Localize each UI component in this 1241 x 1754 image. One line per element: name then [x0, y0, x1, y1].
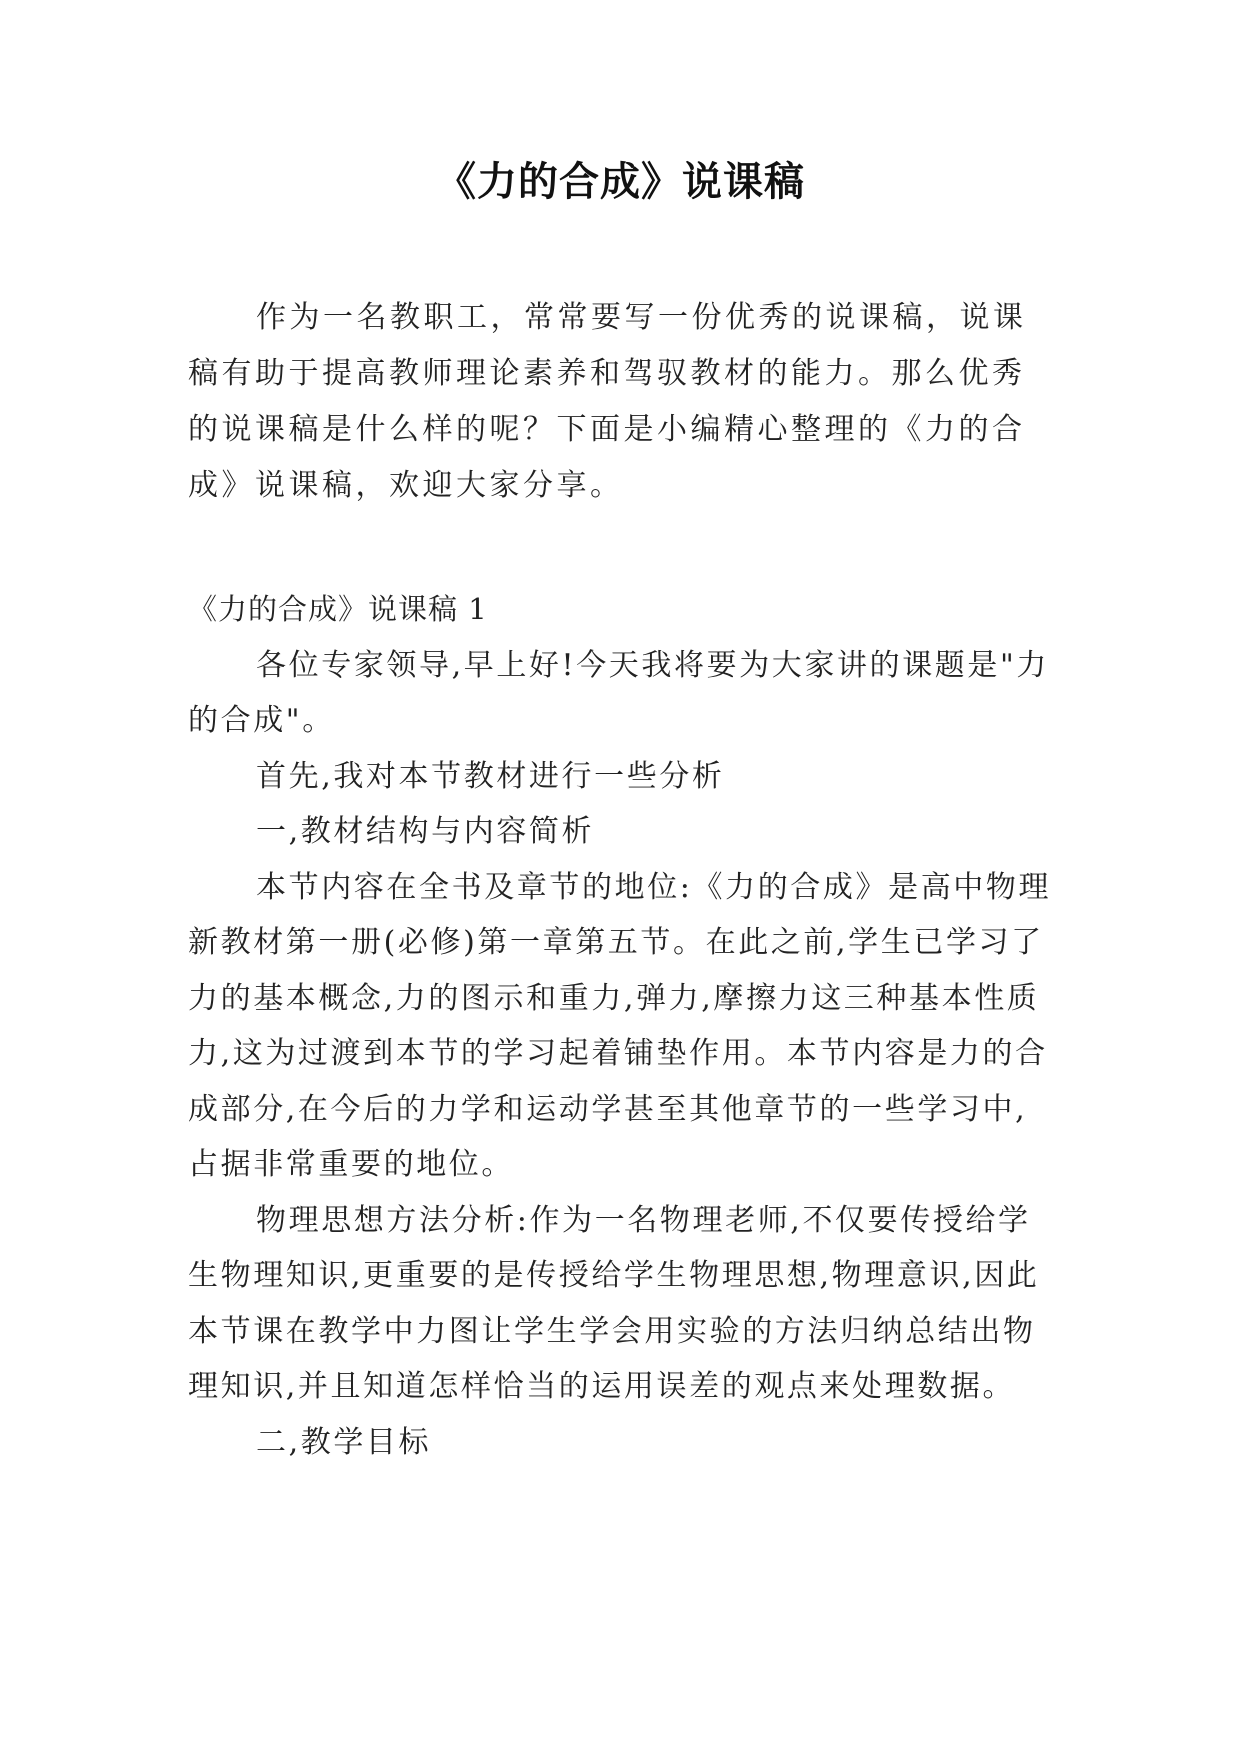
heading-textbook-structure: 一,教材结构与内容简析	[256, 814, 595, 849]
paragraph-textbook-position: 本节内容在全书及章节的地位:《力的合成》是高中物理新教材第一册(必修)第一章第五节。在此之前,学生已学习了力的基本概念,力的图示和重力,弹力,摩擦力这三种基本性质力,这为过渡到本节的学习起着铺垫作用。本节内容是力的合成部分,在今后的力学和运动学甚至其他章节的一些学习中,占据非常重要的地位。	[188, 869, 1052, 1182]
heading-teaching-goals: 二,教学目标	[256, 1424, 432, 1460]
paragraph-physics-methods: 物理思想方法分析:作为一名物理老师,不仅要传授给学生物理知识,更重要的是传授给学生物理思想,物理意识,因此本节课在教学中力图让学生学会用实验的方法归纳总结出物理知识,并且知道怎样恰当的运用误差的观点来处理数据。	[188, 1202, 1040, 1404]
document-title: 《力的合成》说课稿	[436, 158, 805, 205]
paragraph-greeting: 各位专家领导,早上好!今天我将要为大家讲的课题是"力的合成"。	[188, 647, 1049, 738]
section-title: 《力的合成》说课稿 1	[188, 592, 488, 626]
document-body	[188, 582, 1058, 1470]
intro-paragraph: 作为一名教职工，常常要写一份优秀的说课稿，说课稿有助于提高教师理论素养和驾驭教材的能力。那么优秀的说课稿是什么样的呢？下面是小编精心整理的《力的合成》说课稿，欢迎大家分享。	[188, 300, 1027, 503]
paragraph-analysis-intro: 首先,我对本节教材进行一些分析	[256, 758, 725, 794]
